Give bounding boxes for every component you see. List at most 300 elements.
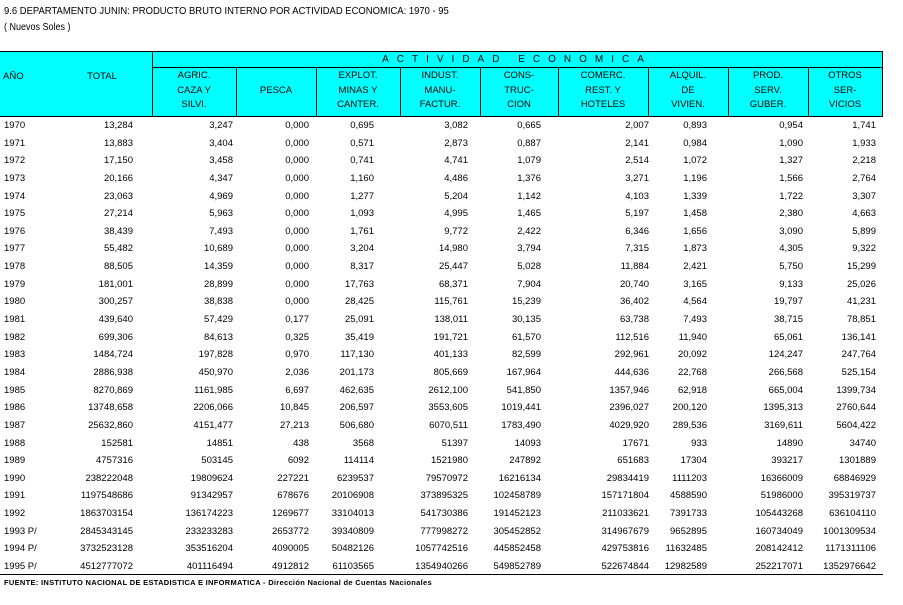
year-cell: 1984 (4, 366, 26, 378)
value-cell: 393217 (771, 455, 803, 467)
year-cell: 1977 (4, 243, 26, 255)
page-subtitle: ( Nuevos Soles ) (4, 22, 71, 33)
value-cell: 33104013 (331, 508, 374, 520)
column-header-line: HOTELES (580, 99, 626, 110)
value-cell: 27,213 (279, 419, 309, 431)
value-cell: 1,465 (517, 208, 541, 220)
value-cell: 933 (691, 437, 707, 449)
value-cell: 3568 (352, 437, 374, 449)
value-cell: 5,028 (517, 261, 541, 273)
value-cell: 1269677 (272, 508, 309, 520)
value-cell: 289,536 (672, 419, 707, 431)
value-cell: 395319737 (828, 490, 876, 502)
value-cell: 636104110 (829, 508, 876, 520)
value-cell: 2,873 (444, 137, 468, 149)
value-cell: 5,197 (625, 208, 649, 220)
column-header-line: CONS- (503, 70, 535, 81)
value-cell: 9652895 (670, 525, 707, 537)
value-cell: 13748,658 (88, 402, 133, 414)
value-cell: 167,964 (506, 366, 541, 378)
value-cell: 450,970 (198, 366, 233, 378)
value-cell: 181,001 (98, 278, 133, 290)
value-cell: 112,516 (615, 331, 649, 343)
value-cell: 0,695 (350, 120, 374, 131)
value-cell: 78,851 (846, 314, 876, 326)
year-cell: 1994 P/ (4, 543, 37, 555)
column-header-line: SILVI. (181, 99, 207, 110)
value-cell: 3,271 (625, 172, 649, 184)
value-cell: 2,514 (625, 155, 649, 167)
value-cell: 201,173 (339, 366, 374, 378)
year-cell: 1990 (4, 472, 26, 484)
year-cell: 1985 (4, 384, 26, 396)
column-divider (400, 67, 401, 117)
column-header-line: SER- (833, 84, 857, 96)
value-cell: 444,636 (614, 366, 649, 378)
value-cell: 17671 (622, 437, 649, 449)
value-cell: 3732523128 (80, 543, 133, 555)
value-cell: 3,458 (209, 155, 233, 167)
year-cell: 1970 (4, 120, 26, 131)
value-cell: 17,763 (344, 278, 374, 290)
value-cell: 38,838 (203, 296, 233, 308)
value-cell: 238222048 (85, 472, 133, 484)
value-cell: 0,000 (285, 243, 309, 255)
value-cell: 1,277 (350, 190, 374, 202)
value-cell: 13,883 (103, 137, 133, 149)
column-header-line: SERV. (754, 84, 782, 96)
year-cell: 1991 (4, 490, 26, 502)
value-cell: 429753816 (601, 543, 649, 555)
value-cell: 1001309534 (823, 525, 876, 537)
value-cell: 34740 (849, 437, 876, 449)
value-cell: 8270,869 (93, 384, 133, 396)
year-cell: 1975 (4, 208, 26, 220)
value-cell: 191,721 (433, 331, 468, 343)
value-cell: 6,346 (625, 225, 649, 237)
value-cell: 1,072 (683, 155, 707, 167)
value-cell: 0,000 (285, 172, 309, 184)
value-cell: 9,133 (779, 278, 803, 290)
value-cell: 353516204 (185, 543, 233, 555)
value-cell: 13,284 (103, 120, 133, 131)
value-cell: 445852458 (493, 543, 541, 555)
value-cell: 1,093 (350, 208, 374, 220)
year-cell: 1980 (4, 296, 26, 308)
column-divider (648, 67, 649, 117)
value-cell: 1171311106 (825, 543, 876, 555)
column-header-line: FACTUR. (419, 99, 461, 110)
value-cell: 1019,441 (501, 402, 541, 414)
column-header-line: PROD. (752, 70, 784, 81)
column-divider (480, 67, 481, 117)
column-header-line: INDUST. (421, 70, 459, 81)
column-header-line: EXPLOT. (338, 70, 378, 81)
value-cell: 11,940 (678, 331, 707, 343)
table-row (0, 170, 883, 188)
year-cell: 1986 (4, 402, 26, 414)
value-cell: 2886,938 (93, 366, 133, 378)
value-cell: 25,447 (438, 261, 468, 273)
value-cell: 5,204 (444, 190, 468, 202)
value-cell: 401,133 (433, 349, 468, 361)
value-cell: 14093 (514, 437, 541, 449)
value-cell: 0,665 (517, 120, 541, 131)
value-cell: 14890 (776, 437, 803, 449)
value-cell: 2,380 (779, 208, 803, 220)
column-header-line: TRUC- (504, 84, 534, 96)
column-header-line: CANTER. (337, 99, 379, 110)
table-row (0, 329, 883, 347)
column-header-line: REST. Y (585, 84, 621, 96)
value-cell: 27,214 (103, 208, 133, 220)
value-cell: 152581 (101, 437, 133, 449)
value-cell: 1057742516 (415, 543, 468, 555)
table-row (0, 258, 883, 276)
value-cell: 6239537 (337, 472, 374, 484)
value-cell: 2653772 (272, 525, 309, 537)
value-cell: 0,000 (285, 120, 309, 131)
value-cell: 3,165 (683, 278, 707, 290)
year-cell: 1995 P/ (4, 561, 37, 573)
value-cell: 191452123 (493, 508, 541, 520)
table-bottom-rule (0, 574, 883, 575)
value-cell: 4,347 (209, 172, 233, 184)
column-header-total: TOTAL (87, 71, 117, 82)
group-label: ACTIVIDAD ECONOMICA (382, 54, 652, 65)
value-cell: 2,007 (625, 120, 649, 131)
value-cell: 88,505 (103, 261, 133, 273)
column-header-line: OTROS (828, 70, 862, 81)
value-cell: 19,797 (773, 296, 803, 308)
value-cell: 462,635 (339, 384, 374, 396)
value-cell: 4588590 (670, 490, 707, 502)
value-cell: 522674844 (601, 561, 649, 573)
value-cell: 8,317 (350, 261, 374, 273)
value-cell: 2,764 (852, 172, 876, 184)
value-cell: 82,599 (511, 349, 541, 361)
table-row (0, 435, 883, 453)
value-cell: 503145 (201, 455, 233, 467)
value-cell: 0,893 (683, 120, 707, 131)
column-header-line: CION (507, 99, 531, 110)
value-cell: 51397 (441, 437, 468, 449)
value-cell: 3,794 (517, 243, 541, 255)
value-cell: 1,933 (852, 137, 876, 149)
value-cell: 61,570 (511, 331, 541, 343)
value-cell: 29834419 (606, 472, 649, 484)
value-cell: 292,961 (614, 349, 649, 361)
year-cell: 1971 (4, 137, 26, 149)
value-cell: 373895325 (420, 490, 468, 502)
value-cell: 2,141 (625, 137, 649, 149)
table-row (0, 135, 883, 153)
value-cell: 200,120 (672, 402, 707, 414)
value-cell: 1111203 (672, 472, 707, 484)
table-row (0, 364, 883, 382)
value-cell: 206,597 (339, 402, 374, 414)
value-cell: 0,984 (683, 137, 707, 149)
source-footnote: FUENTE: INSTITUTO NACIONAL DE ESTADISTICA E INFORMATICA - Dirección Nacional de Cuentas Nacionales (4, 578, 432, 587)
value-cell: 30,135 (511, 314, 541, 326)
value-cell: 2,421 (683, 261, 707, 273)
value-cell: 777998272 (420, 525, 468, 537)
year-cell: 1973 (4, 172, 26, 184)
value-cell: 1521980 (431, 455, 468, 467)
value-cell: 136,141 (841, 331, 876, 343)
year-cell: 1989 (4, 455, 26, 467)
value-cell: 68846929 (833, 472, 876, 484)
value-cell: 7,315 (625, 243, 649, 255)
column-divider (316, 67, 317, 117)
column-header-line: PESCA (259, 84, 293, 96)
year-cell: 1993 P/ (4, 525, 37, 537)
value-cell: 1783,490 (501, 419, 541, 431)
value-cell: 160734049 (755, 525, 803, 537)
table-row (0, 540, 883, 558)
value-cell: 4,663 (852, 208, 876, 220)
value-cell: 0,887 (517, 137, 541, 149)
table-row (0, 417, 883, 435)
value-cell: 549852789 (493, 561, 541, 573)
value-cell: 38,439 (103, 225, 133, 237)
page-title: 9.6 DEPARTAMENTO JUNIN: PRODUCTO BRUTO INTERNO POR ACTIVIDAD ECONOMICA: 1970 - 95 (4, 5, 449, 17)
value-cell: 20,740 (619, 278, 649, 290)
value-cell: 1301889 (839, 455, 876, 467)
value-cell: 1863703154 (80, 508, 133, 520)
value-cell: 2,218 (852, 155, 876, 167)
value-cell: 25,091 (344, 314, 374, 326)
value-cell: 15,239 (511, 296, 541, 308)
value-cell: 1,160 (350, 172, 374, 184)
column-divider (728, 67, 729, 117)
value-cell: 197,828 (198, 349, 233, 361)
value-cell: 305452852 (493, 525, 541, 537)
value-cell: 1352976642 (823, 561, 876, 573)
table-row (0, 311, 883, 329)
value-cell: 1,656 (683, 225, 707, 237)
value-cell: 17304 (680, 455, 707, 467)
header-divider (882, 51, 883, 117)
value-cell: 1,339 (683, 190, 707, 202)
column-divider (236, 67, 237, 117)
table-row (0, 470, 883, 488)
value-cell: 651683 (617, 455, 649, 467)
column-header-line: GUBER. (749, 99, 787, 110)
table-row (0, 276, 883, 294)
table-row (0, 223, 883, 241)
value-cell: 3,247 (209, 120, 233, 131)
table-row (0, 399, 883, 417)
column-header-line: DE (681, 84, 695, 96)
value-cell: 0,000 (285, 225, 309, 237)
value-cell: 14,980 (438, 243, 468, 255)
value-cell: 62,918 (677, 384, 707, 396)
value-cell: 2,422 (517, 225, 541, 237)
value-cell: 138,011 (434, 314, 468, 326)
value-cell: 28,425 (344, 296, 374, 308)
column-header-line: MINAS Y (338, 84, 378, 96)
value-cell: 11,884 (620, 261, 649, 273)
value-cell: 9,322 (852, 243, 876, 255)
value-cell: 61103565 (332, 561, 374, 573)
value-cell: 438 (293, 437, 309, 449)
value-cell: 4757316 (96, 455, 133, 467)
value-cell: 7,904 (517, 278, 541, 290)
value-cell: 12982589 (664, 561, 707, 573)
value-cell: 541,850 (506, 384, 541, 396)
value-cell: 252217071 (755, 561, 803, 573)
year-cell: 1982 (4, 331, 26, 343)
value-cell: 5,899 (852, 225, 876, 237)
value-cell: 1,376 (517, 172, 541, 184)
value-cell: 41,231 (846, 296, 876, 308)
value-cell: 699,306 (98, 331, 133, 343)
value-cell: 15,299 (846, 261, 876, 273)
value-cell: 1,458 (683, 208, 707, 220)
table-row (0, 205, 883, 223)
year-cell: 1976 (4, 225, 26, 237)
value-cell: 300,257 (98, 296, 133, 308)
value-cell: 20,166 (103, 172, 133, 184)
value-cell: 51986000 (760, 490, 803, 502)
value-cell: 0,000 (285, 261, 309, 273)
table-row (0, 346, 883, 364)
value-cell: 1354940266 (415, 561, 468, 573)
value-cell: 805,669 (433, 366, 468, 378)
value-cell: 20106908 (331, 490, 374, 502)
value-cell: 79570972 (425, 472, 468, 484)
value-cell: 0,000 (285, 137, 309, 149)
value-cell: 117,130 (340, 349, 374, 361)
value-cell: 665,004 (768, 384, 803, 396)
column-header-line: AGRIC. (177, 70, 211, 81)
value-cell: 36,402 (619, 296, 649, 308)
year-cell: 1987 (4, 419, 26, 431)
value-cell: 63,738 (619, 314, 649, 326)
year-cell: 1981 (4, 314, 26, 326)
value-cell: 136174223 (185, 508, 233, 520)
header-top-rule (0, 51, 883, 52)
value-cell: 525,154 (841, 366, 876, 378)
table-row (0, 152, 883, 170)
value-cell: 3,404 (209, 137, 233, 149)
value-cell: 1,327 (779, 155, 803, 167)
value-cell: 0,325 (285, 331, 309, 343)
value-cell: 22,768 (677, 366, 707, 378)
value-cell: 2845343145 (80, 525, 133, 537)
year-cell: 1979 (4, 278, 26, 290)
value-cell: 23,063 (103, 190, 133, 202)
value-cell: 57,429 (203, 314, 233, 326)
value-cell: 266,568 (768, 366, 803, 378)
group-rule (152, 67, 883, 68)
value-cell: 0,970 (285, 349, 309, 361)
value-cell: 3553,605 (428, 402, 468, 414)
value-cell: 233233283 (185, 525, 233, 537)
value-cell: 5,750 (779, 261, 803, 273)
column-header-ano: AÑO (3, 71, 24, 82)
value-cell: 314967679 (601, 525, 649, 537)
value-cell: 541730386 (420, 508, 468, 520)
value-cell: 208142412 (755, 543, 803, 555)
value-cell: 5604,422 (836, 419, 876, 431)
value-cell: 0,741 (350, 155, 374, 167)
value-cell: 4151,477 (193, 419, 233, 431)
value-cell: 0,954 (779, 120, 803, 131)
value-cell: 7391733 (670, 508, 707, 520)
value-cell: 50482126 (331, 543, 374, 555)
value-cell: 2,036 (285, 366, 309, 378)
value-cell: 25,026 (846, 278, 876, 290)
table-row (0, 117, 883, 135)
value-cell: 227221 (277, 472, 309, 484)
value-cell: 1,722 (779, 190, 803, 202)
column-header-line: VICIOS (828, 99, 862, 110)
value-cell: 1161,985 (194, 384, 233, 396)
table-row (0, 188, 883, 206)
value-cell: 3169,611 (764, 419, 803, 431)
value-cell: 439,640 (98, 314, 133, 326)
value-cell: 28,899 (203, 278, 233, 290)
column-divider (558, 67, 559, 117)
value-cell: 4,103 (625, 190, 649, 202)
value-cell: 1,741 (852, 120, 876, 131)
value-cell: 5,963 (209, 208, 233, 220)
value-cell: 1,761 (350, 225, 374, 237)
year-cell: 1974 (4, 190, 26, 202)
value-cell: 2760,644 (836, 402, 876, 414)
column-header-line: MANU- (424, 84, 456, 96)
value-cell: 0,000 (285, 190, 309, 202)
year-cell: 1983 (4, 349, 26, 361)
value-cell: 55,482 (103, 243, 133, 255)
value-cell: 4,486 (444, 172, 468, 184)
value-cell: 124,247 (768, 349, 803, 361)
value-cell: 11632485 (665, 543, 707, 555)
value-cell: 6070,511 (429, 419, 468, 431)
column-header-line: ALQUIL. (669, 70, 707, 81)
value-cell: 35,419 (344, 331, 374, 343)
value-cell: 3,082 (444, 120, 468, 131)
value-cell: 9,772 (444, 225, 468, 237)
value-cell: 2396,027 (609, 402, 649, 414)
value-cell: 1,142 (517, 190, 541, 202)
value-cell: 20,092 (677, 349, 707, 361)
column-divider (808, 67, 809, 117)
value-cell: 211033621 (602, 508, 649, 520)
value-cell: 4090005 (272, 543, 309, 555)
value-cell: 7,493 (683, 314, 707, 326)
data-table-body (0, 117, 883, 576)
value-cell: 1395,313 (763, 402, 803, 414)
value-cell: 65,061 (773, 331, 803, 343)
value-cell: 506,680 (339, 419, 374, 431)
value-cell: 38,715 (773, 314, 803, 326)
value-cell: 1,873 (683, 243, 707, 255)
value-cell: 0,177 (285, 314, 309, 326)
table-row (0, 293, 883, 311)
table-row (0, 240, 883, 258)
value-cell: 14,359 (203, 261, 233, 273)
value-cell: 1357,946 (609, 384, 649, 396)
year-cell: 1978 (4, 261, 26, 273)
value-cell: 3,090 (779, 225, 803, 237)
value-cell: 1399,734 (836, 384, 876, 396)
value-cell: 16366009 (760, 472, 803, 484)
table-row (0, 487, 883, 505)
value-cell: 4,969 (209, 190, 233, 202)
